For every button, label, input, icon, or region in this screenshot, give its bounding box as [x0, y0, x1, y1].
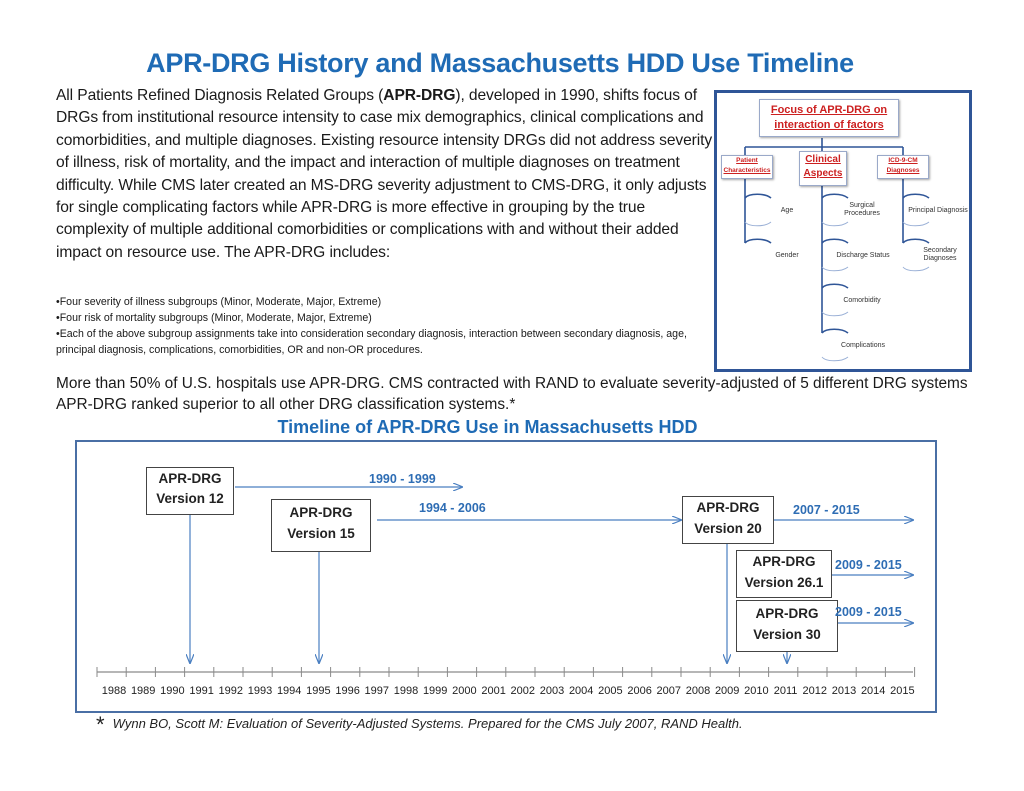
- year-label: 2009: [714, 685, 740, 697]
- version-30-range: 2009 - 2015: [835, 605, 902, 619]
- year-label: 2013: [831, 685, 857, 697]
- timeline-panel: [75, 440, 937, 713]
- year-label: 2002: [510, 685, 536, 697]
- page-title: APR-DRG History and Massachusetts HDD Use Timeline: [146, 48, 854, 78]
- bullet-item: •Four severity of illness subgroups (Minor, Moderate, Major, Extreme): [56, 296, 382, 308]
- year-label: 2014: [860, 685, 886, 697]
- year-label: 1997: [364, 685, 390, 697]
- diagram-label-age: Age: [780, 207, 794, 214]
- diagram-icd-box: ICD-9-CM Diagnoses: [877, 155, 929, 179]
- year-label: 1989: [130, 685, 156, 697]
- year-label: 2001: [481, 685, 506, 697]
- version-30-box: [736, 600, 838, 652]
- summary-paragraph: More than 50% of U.S. hospitals use APR-DRG. CMS contracted with RAND to evaluate severity-adjusted of 5 different DRG systems APR-DRG ranked superior to all other DRG classification systems.*: [56, 375, 968, 413]
- footnote-star: *: [96, 712, 105, 737]
- version-20-range: 2007 - 2015: [793, 503, 860, 517]
- intro-text-1: All Patients Refined Diagnosis Related Groups (: [56, 87, 384, 104]
- diagram-label-secondary: Secondary Diagnoses: [923, 247, 957, 262]
- year-label: 1993: [247, 685, 273, 697]
- diagram-label-complications: Complications: [841, 342, 885, 349]
- year-label: 2005: [598, 685, 623, 697]
- year-label: 2008: [685, 685, 711, 697]
- version-20-line1: APR-DRG: [696, 500, 760, 515]
- intro-text-2: ), developed in 1990, shifts focus of DRGs from institutional resource intensity to case mix demographics, clinical complications and comorbidities, and multiple diagnoses. Existing resource intensity DRGs did not address severity of illness, risk of mortality, and the impact and interaction of multiple diagnoses on treatment difficulty. While CMS later created an MS-DRG severity adjustment to CMS-DRG, it only adjusts for single complicating factors while APR-DRG is more effective in grouping by the true complexity of multiple additional comorbidities or complications with and without their added impact on resource use. The APR-DRG includes:: [56, 87, 713, 261]
- year-label: 1996: [335, 685, 360, 697]
- year-label: 1998: [393, 685, 419, 697]
- diagram-patient-box: Patient Characteristics: [721, 155, 773, 179]
- year-label: 2000: [452, 685, 477, 697]
- year-label: 2011: [773, 685, 798, 697]
- year-label: 2012: [802, 685, 828, 697]
- year-label: 2003: [539, 685, 565, 697]
- version-26-1-range: 2009 - 2015: [835, 558, 902, 572]
- year-label: 1991: [189, 685, 214, 697]
- year-label: 2006: [627, 685, 652, 697]
- version-20-box: [682, 496, 774, 544]
- diagram-focus-box: Focus of APR-DRG on interaction of factors: [759, 99, 899, 137]
- version-30-line1: APR-DRG: [755, 606, 819, 621]
- timeline-subtitle: Timeline of APR-DRG Use in Massachusetts HDD: [277, 417, 698, 437]
- bullet-list: [56, 294, 696, 358]
- diagram-label-surgical: Surgical Procedures: [844, 202, 880, 217]
- year-label: 2010: [744, 685, 769, 697]
- year-label: 1992: [218, 685, 244, 697]
- version-20-line2: Version 20: [694, 521, 762, 536]
- footnote-text: Wynn BO, Scott M: Evaluation of Severity-Adjusted Systems. Prepared for the CMS July 2007, RAND Health.: [112, 716, 743, 731]
- factor-diagram: [714, 90, 972, 372]
- year-label: 2007: [656, 685, 682, 697]
- year-label: 2015: [890, 685, 915, 697]
- intro-paragraph: [56, 85, 716, 264]
- year-label: 1994: [276, 685, 302, 697]
- year-label: 2004: [568, 685, 594, 697]
- year-label: 1995: [306, 685, 331, 697]
- year-label: 1990: [160, 685, 185, 697]
- diagram-label-discharge: Discharge Status: [836, 252, 890, 259]
- footnote: [96, 712, 743, 738]
- year-label: 1988: [101, 685, 127, 697]
- version-30-line2: Version 30: [753, 627, 821, 642]
- bullet-item: •Four risk of mortality subgroups (Minor, Moderate, Major, Extreme): [56, 312, 372, 324]
- diagram-label-principal: Principal Diagnosis: [908, 207, 968, 214]
- version-12-line1: APR-DRG: [158, 471, 222, 486]
- bullet-item: •Each of the above subgroup assignments take into consideration secondary diagnosis, interaction between secondary diagnosis, age, principal diagnosis, complications, comorbidities, OR and non-OR procedures.: [56, 328, 687, 356]
- version-15-line1: APR-DRG: [289, 505, 353, 520]
- intro-bold-term: APR-DRG: [383, 87, 456, 104]
- version-26-1-line2: Version 26.1: [744, 575, 824, 590]
- version-15-range: 1994 - 2006: [419, 501, 486, 515]
- version-15-line2: Version 15: [287, 526, 355, 541]
- version-26-1-box: [736, 550, 832, 598]
- version-12-box: [146, 467, 234, 515]
- version-12-line2: Version 12: [156, 491, 224, 506]
- year-label: 1999: [422, 685, 448, 697]
- diagram-label-comorbidity: Comorbidity: [843, 297, 881, 304]
- version-26-1-line1: APR-DRG: [752, 554, 816, 569]
- diagram-label-gender: Gender: [775, 252, 799, 259]
- version-12-range: 1990 - 1999: [369, 472, 436, 486]
- diagram-clinical-box: Clinical Aspects: [799, 151, 847, 186]
- version-15-box: [271, 499, 371, 552]
